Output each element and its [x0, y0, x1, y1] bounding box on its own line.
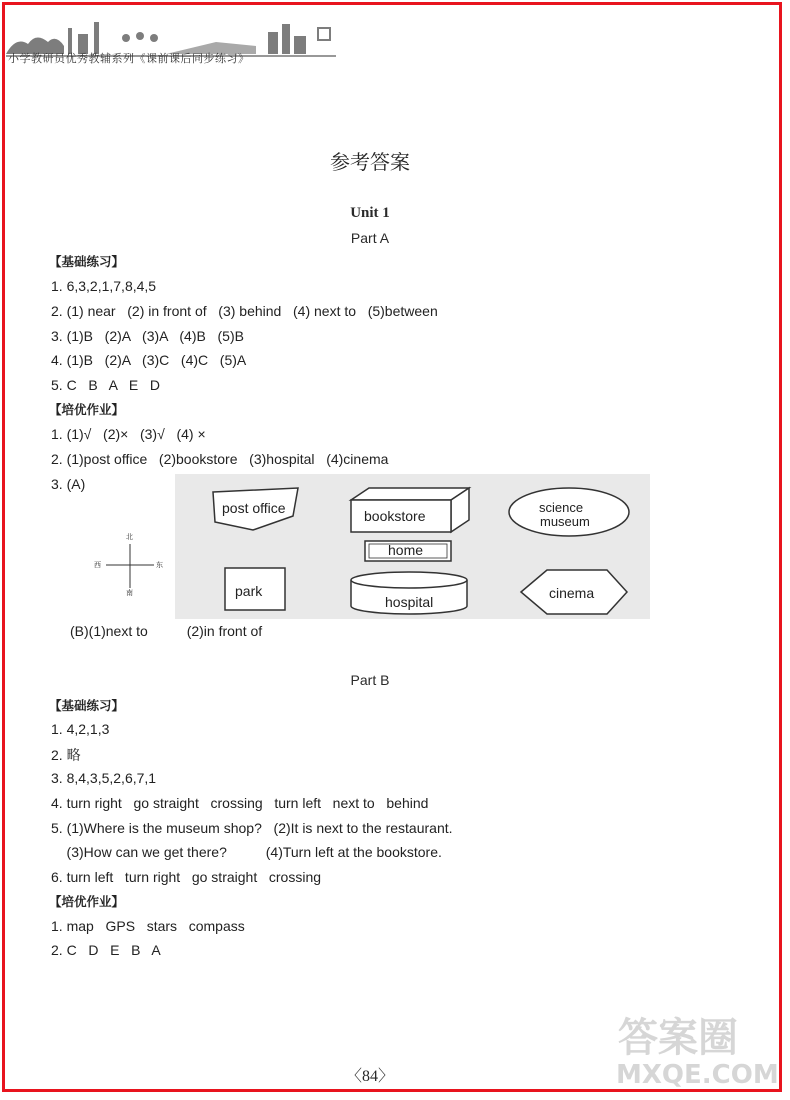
- map-label-bookstore: bookstore: [364, 508, 426, 524]
- answer-line: 4. turn right go straight crossing turn left next to behind: [51, 795, 429, 811]
- series-subtitle: 小学教研员优秀教辅系列《课前课后同步练习》: [8, 52, 250, 65]
- answer-line: 1. (1)√ (2)× (3)√ (4) ×: [51, 426, 206, 442]
- hospital-shape: [351, 572, 467, 588]
- map-label-park: park: [235, 583, 263, 599]
- compass-diagram: [90, 530, 170, 600]
- compass-east: 东: [156, 561, 163, 569]
- map-label-cinema: cinema: [549, 585, 595, 601]
- section-header-advanced: 【培优作业】: [49, 894, 125, 909]
- page-number-bracket-left: 〈: [345, 1068, 362, 1085]
- section-header-basic: 【基础练习】: [49, 698, 125, 713]
- map-label-home: home: [388, 542, 424, 558]
- watermark-text-en: MXQE.COM: [616, 1060, 779, 1090]
- watermark-text-cn: 答案圈: [618, 1015, 738, 1061]
- map-label-hospital: hospital: [385, 594, 434, 610]
- answer-line: 3. (A): [51, 476, 86, 492]
- answer-line: 1. map GPS stars compass: [51, 918, 245, 934]
- section-header-advanced: 【培优作业】: [49, 402, 125, 417]
- watermark-logo: [612, 1006, 787, 1096]
- part-a-title: Part A: [350, 230, 390, 246]
- map-diagram: [175, 474, 650, 619]
- compass-north: 北: [126, 533, 133, 541]
- compass-west: 西: [94, 561, 101, 569]
- page-number-bracket-right: 〉: [378, 1068, 395, 1085]
- answer-line: 2. (1)post office (2)bookstore (3)hospital (4)cinema: [51, 451, 389, 467]
- answer-line: (B)(1)next to (2)in front of: [70, 623, 263, 639]
- answer-line: 4. (1)B (2)A (3)C (4)C (5)A: [51, 352, 247, 368]
- map-label-science: science: [539, 500, 584, 515]
- page-title: 参考答案: [330, 150, 410, 174]
- section-header-basic: 【基础练习】: [49, 254, 125, 269]
- compass-south: 南: [126, 589, 133, 597]
- answer-line: 6. turn left turn right go straight crossing: [51, 869, 322, 885]
- answer-line: 2. (1) near (2) in front of (3) behind (4) next to (5)between: [51, 303, 438, 319]
- answer-line: 2. 略: [51, 747, 81, 763]
- map-label-museum: museum: [540, 514, 590, 529]
- part-b-title: Part B: [350, 672, 390, 688]
- answer-line: 5. (1)Where is the museum shop? (2)It is next to the restaurant.: [51, 820, 453, 836]
- map-label-post-office: post office: [222, 500, 286, 516]
- answer-line: 5. C B A E D: [51, 377, 160, 393]
- answer-line: 2. C D E B A: [51, 942, 161, 958]
- unit-title: Unit 1: [350, 205, 390, 221]
- answer-line: (3)How can we get there? (4)Turn left at the bookstore.: [51, 844, 442, 860]
- answer-line: 3. (1)B (2)A (3)A (4)B (5)B: [51, 328, 244, 344]
- answer-line: 3. 8,4,3,5,2,6,7,1: [51, 770, 157, 786]
- page-number-value: 84: [362, 1068, 378, 1085]
- answer-line: 1. 6,3,2,1,7,8,4,5: [51, 278, 157, 294]
- answer-line: 1. 4,2,1,3: [51, 721, 110, 737]
